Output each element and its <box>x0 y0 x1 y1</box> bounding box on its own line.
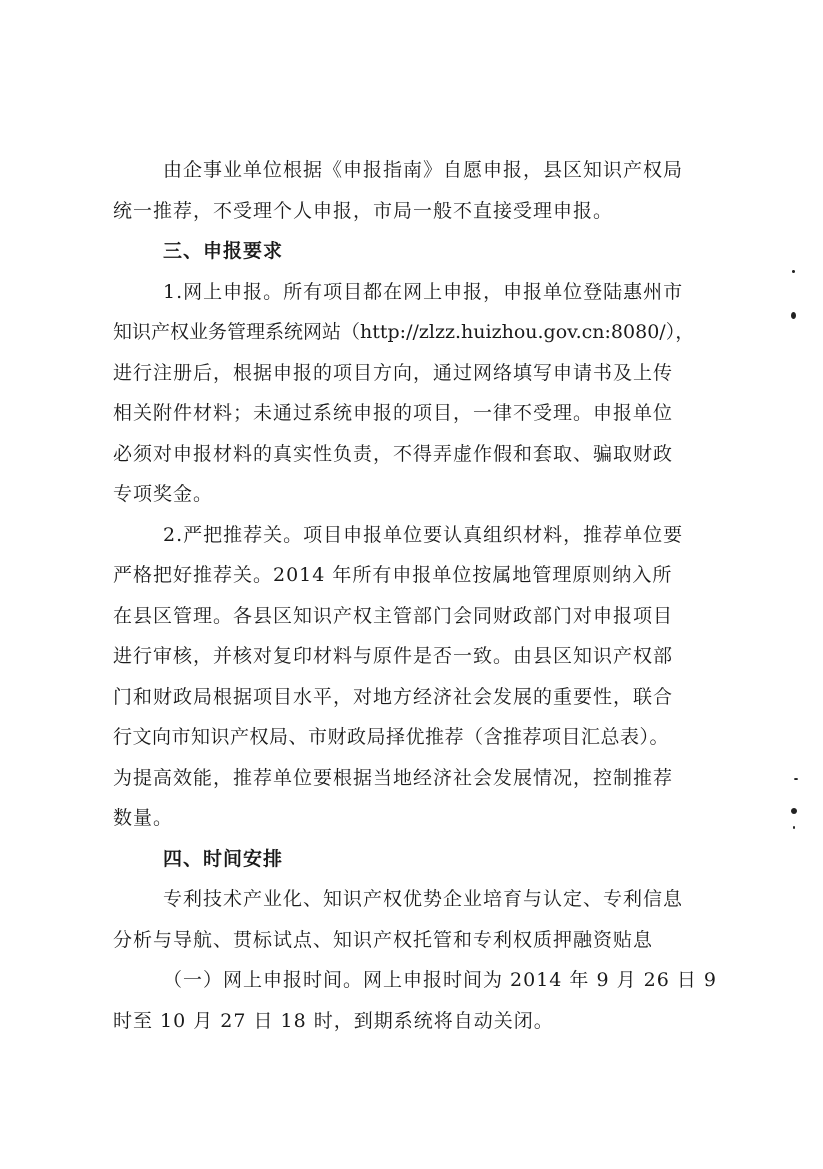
scan-speck <box>793 826 795 829</box>
text-line-8: 必须对申报材料的真实性负责，不得弄虚作假和套取、骗取财政 <box>113 442 674 465</box>
text-line-10: 2.严把推荐关。项目申报单位要认真组织材料，推荐单位要 <box>163 523 684 546</box>
text-line-1: 由企事业单位根据《申报指南》自愿申报，县区知识产权局 <box>163 159 684 181</box>
scan-speck <box>792 270 795 273</box>
text-line-16: 为提高效能，推荐单位要根据当地经济社会发展情况，控制推荐 <box>113 766 674 789</box>
text-line-6: 进行注册后，根据申报的项目方向，通过网络填写申请书及上传 <box>113 361 674 384</box>
text-line-5: 知识产权业务管理系统网站（http://zlzz.huizhou.gov.cn:8080/）， <box>113 321 695 343</box>
text-line-2: 统一推荐，不受理个人申报，市局一般不直接受理申报。 <box>113 199 614 222</box>
text-line-4: 1.网上申报。所有项目都在网上申报，申报单位登陆惠州市 <box>163 280 684 303</box>
text-line-14: 门和财政局根据项目水平，对地方经济社会发展的重要性，联合 <box>113 685 674 708</box>
section-heading-4: 四、时间安排 <box>163 847 284 870</box>
text-line-15: 行文向市知识产权局、市财政局择优推荐（含推荐项目汇总表）。 <box>113 726 670 748</box>
text-line-19: 专利技术产业化、知识产权优势企业培育与认定、专利信息 <box>163 888 684 910</box>
text-line-21: （一）网上申报时间。网上申报时间为 2014 年 9 月 26 日 9 <box>163 969 717 991</box>
text-line-22: 时至 10 月 27 日 18 时，到期系统将自动关闭。 <box>113 1009 554 1032</box>
text-line-20: 分析与导航、贯标试点、知识产权托管和专利权质押融资贴息 <box>113 928 654 951</box>
scan-speck <box>794 778 798 780</box>
section-heading-3: 三、申报要求 <box>163 240 284 262</box>
text-line-7: 相关附件材料；未通过系统申报的项目，一律不受理。申报单位 <box>113 402 674 424</box>
text-line-13: 进行审核，并核对复印材料与原件是否一致。由县区知识产权部 <box>113 645 674 667</box>
body-text <box>113 150 733 1041</box>
scan-speck <box>791 808 797 814</box>
text-line-9: 专项奖金。 <box>113 483 214 505</box>
text-line-11: 严格把好推荐关。2014 年所有申报单位按属地管理原则纳入所 <box>113 564 673 586</box>
text-line-17: 数量。 <box>113 807 174 829</box>
text-line-12: 在县区管理。各县区知识产权主管部门会同财政部门对申报项目 <box>113 604 674 627</box>
scan-speck <box>791 312 796 319</box>
